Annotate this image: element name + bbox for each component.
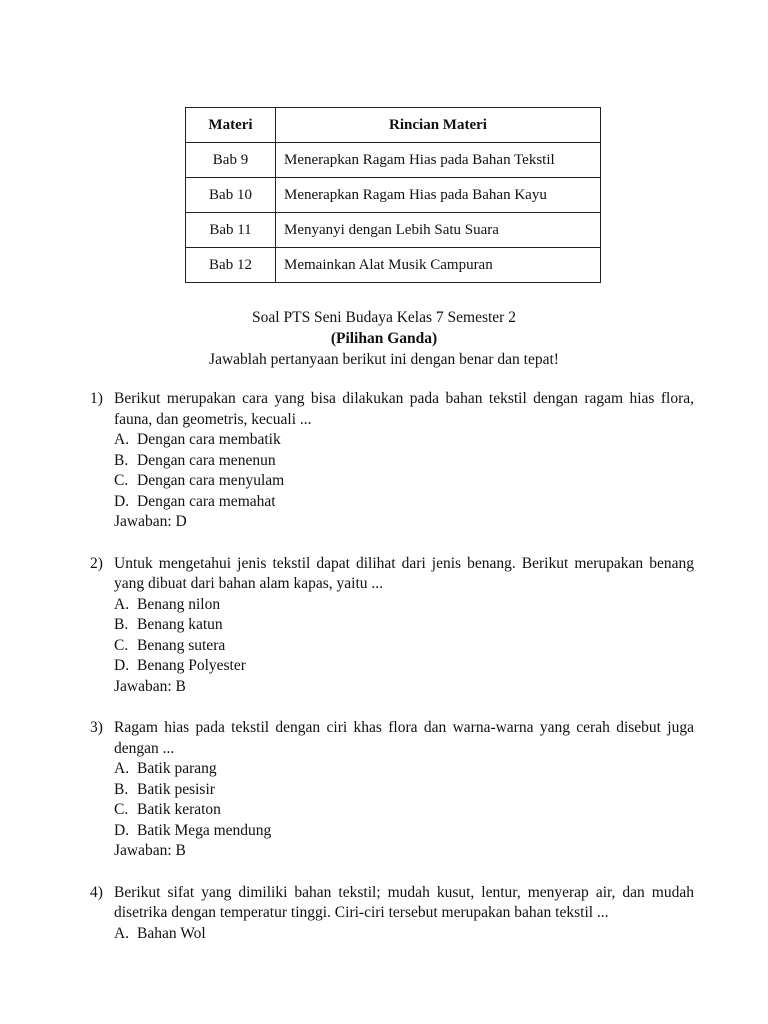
option-letter: C.: [114, 472, 129, 489]
table-header-materi: Materi: [186, 108, 276, 143]
table-cell-rincian: Menerapkan Ragam Hias pada Bahan Tekstil: [276, 143, 601, 178]
question-text: Ragam hias pada tekstil dengan ciri khas flora dan warna-warna yang cerah disebut juga dengan ...: [114, 719, 694, 757]
option-list: [114, 759, 694, 841]
option-text: Benang Polyester: [137, 657, 246, 674]
option-item: [114, 780, 694, 801]
table-cell-bab: Bab 9: [186, 143, 276, 178]
option-letter: B.: [114, 451, 129, 469]
option-list: [114, 595, 694, 677]
option-letter: A.: [114, 595, 130, 613]
option-text: Batik Mega mendung: [137, 821, 272, 839]
table-header-rincian: Rincian Materi: [276, 108, 601, 143]
question-text: Untuk mengetahui jenis tekstil dapat dilihat dari jenis benang. Berikut merupakan benang yang dibuat dari bahan alam kapas, yaitu ...: [114, 554, 694, 592]
materi-table: [185, 107, 601, 283]
table-row: [186, 178, 601, 213]
question-item: [90, 389, 694, 533]
option-item: [114, 656, 694, 677]
question-number: 2): [90, 554, 103, 572]
option-item: [114, 800, 694, 821]
table-cell-rincian: Memainkan Alat Musik Campuran: [276, 248, 601, 283]
option-item: [114, 430, 694, 451]
question-list: [90, 389, 694, 965]
option-text: Bahan Wol: [137, 924, 206, 942]
answer-text: Jawaban: B: [114, 842, 186, 859]
option-text: Benang katun: [137, 616, 223, 633]
option-text: Batik keraton: [137, 801, 221, 818]
table-cell-rincian: Menerapkan Ragam Hias pada Bahan Kayu: [276, 178, 601, 213]
option-item: [114, 636, 694, 657]
option-item: [114, 759, 694, 780]
question-text: Berikut sifat yang dimiliki bahan tekstil; mudah kusut, lentur, menyerap air, dan mudah disetrika dengan temperatur tinggi. Ciri-ciri tersebut merupakan bahan tekstil ...: [114, 883, 694, 921]
option-item: [114, 821, 694, 842]
table-cell-bab: Bab 12: [186, 248, 276, 283]
option-letter: A.: [114, 760, 130, 777]
option-item: [114, 492, 694, 513]
table-row: [186, 213, 601, 248]
option-item: [114, 595, 694, 616]
option-text: Benang sutera: [137, 636, 226, 654]
table-cell-bab: Bab 11: [186, 213, 276, 248]
option-letter: D.: [114, 657, 130, 674]
option-text: Batik parang: [137, 760, 217, 777]
question-item: [90, 554, 694, 698]
option-letter: A.: [114, 924, 130, 942]
option-letter: C.: [114, 636, 129, 654]
option-letter: A.: [114, 431, 130, 448]
option-item: [114, 451, 694, 472]
option-item: [114, 615, 694, 636]
option-item: [114, 471, 694, 492]
answer-text: Jawaban: D: [114, 513, 187, 530]
option-text: Dengan cara menyulam: [137, 472, 285, 489]
page-subtitle: (Pilihan Ganda): [330, 330, 438, 347]
option-letter: B.: [114, 616, 129, 633]
option-list: [114, 430, 694, 512]
answer-text: Jawaban: B: [114, 677, 186, 695]
question-number: 3): [90, 719, 103, 736]
option-letter: B.: [114, 780, 129, 798]
option-text: Dengan cara membatik: [137, 431, 281, 448]
option-text: Batik pesisir: [137, 780, 215, 798]
table-cell-bab: Bab 10: [186, 178, 276, 213]
question-text: Berikut merupakan cara yang bisa dilakukan pada bahan tekstil dengan ragam hias flora, fauna, dan geometris, kecuali ...: [114, 390, 694, 428]
table-cell-rincian: Menyanyi dengan Lebih Satu Suara: [276, 213, 601, 248]
table-row: [186, 248, 601, 283]
section-heading: [0, 307, 768, 370]
question-number: 4): [90, 883, 103, 901]
question-item: [90, 718, 694, 862]
option-text: Dengan cara menenun: [137, 451, 276, 469]
table-header-row: [186, 108, 601, 143]
table-row: [186, 143, 601, 178]
option-list: [114, 924, 694, 945]
option-letter: C.: [114, 801, 129, 818]
question-item: [90, 883, 694, 945]
option-text: Benang nilon: [137, 595, 221, 613]
option-letter: D.: [114, 492, 130, 510]
page-title: Soal PTS Seni Budaya Kelas 7 Semester 2: [252, 309, 516, 326]
question-number: 1): [90, 390, 103, 407]
option-text: Dengan cara memahat: [137, 492, 276, 510]
option-letter: D.: [114, 821, 130, 839]
option-item: [114, 924, 694, 945]
instruction-text: Jawablah pertanyaan berikut ini dengan benar dan tepat!: [209, 351, 559, 368]
